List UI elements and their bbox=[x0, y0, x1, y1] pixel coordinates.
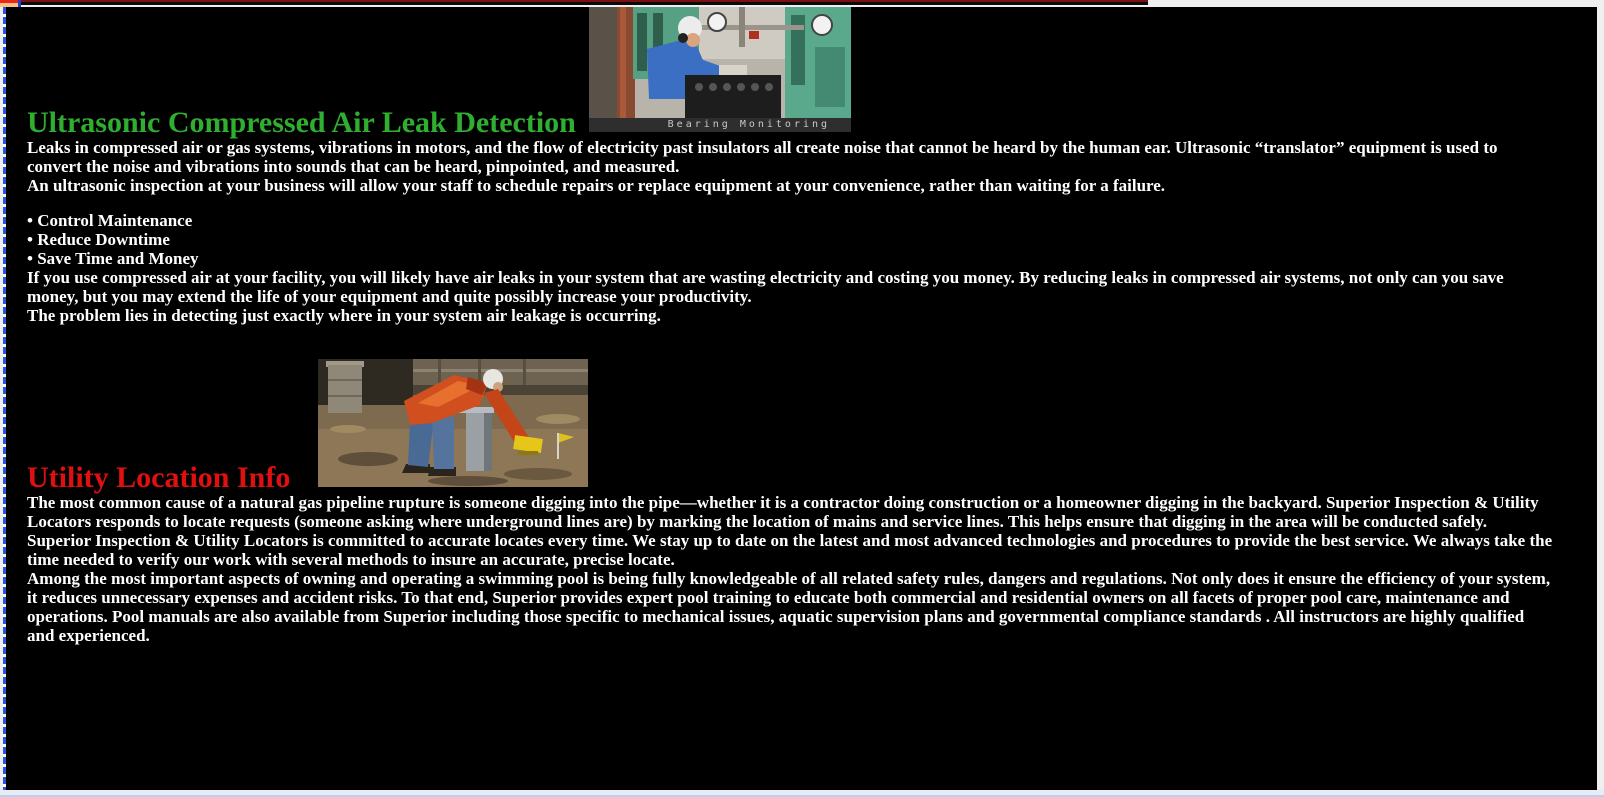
utility-paragraph-3: Among the most important aspects of owning and operating a swimming pool is being fully knowledgeable of all related safety rules, dangers and regulations. Not only does it ensure the efficiency of your system, it reduces unnecessary expenses and accident risks. To that end, Superior provides expert pool training to educate both commercial and residential owners on all facets of proper pool care, maintenance and operations. Pool manuals are also available from Superior including those specific to mechanical issues, aquatic supervision plans and governmental compliance standards . All instructors are highly qualified and experienced. bbox=[27, 569, 1551, 645]
right-page-margin bbox=[1597, 0, 1604, 797]
bearing-monitoring-photo bbox=[589, 7, 851, 132]
utility-paragraph-2: Superior Inspection & Utility Locators is committed to accurate locates every time. We stay up to date on the latest and most advanced technologies and procedures to provide the best service. We always take the time needed to verify our work with several methods to insure an accurate, precise locate. bbox=[27, 531, 1553, 569]
benefits-bullet-list bbox=[27, 211, 1555, 268]
utility-locating-illustration bbox=[318, 359, 588, 487]
ultrasonic-heading: Ultrasonic Compressed Air Leak Detection bbox=[27, 106, 576, 139]
bullet-item-control-maintenance: • Control Maintenance bbox=[27, 211, 193, 230]
ultrasonic-paragraph-2: An ultrasonic inspection at your business will allow your staff to schedule repairs or replace equipment at your convenience, rather than waiting for a failure. bbox=[27, 176, 1166, 195]
utility-heading: Utility Location Info bbox=[27, 461, 291, 494]
utility-heading-row bbox=[27, 359, 1555, 493]
top-dark-edge-line bbox=[0, 2, 1148, 5]
bullet-item-reduce-downtime: • Reduce Downtime bbox=[27, 230, 170, 249]
ultrasonic-heading-row bbox=[27, 7, 1555, 138]
bearing-photo-caption: Bearing Monitoring bbox=[589, 118, 851, 132]
ultrasonic-paragraph-4: The problem lies in detecting just exactly where in your system air leakage is occurring. bbox=[27, 306, 661, 325]
content-area bbox=[3, 7, 1597, 790]
bullet-item-save-time-money: • Save Time and Money bbox=[27, 249, 199, 268]
ultrasonic-paragraph-1: Leaks in compressed air or gas systems, vibrations in motors, and the flow of electricity past insulators all create noise that cannot be heard by the human ear. Ultrasonic “translator” equipment is used to convert the noise and vibrations into sounds that can be heard, pinpointed, and measured. bbox=[27, 138, 1498, 176]
utility-paragraph-1: The most common cause of a natural gas pipeline rupture is someone digging into the pipe—whether it is a contractor doing construction or a homeowner digging in the backyard. Superior Inspection & Utility Locators responds to locate requests (someone asking where underground lines are) by marking the location of mains and service lines. This helps ensure that digging in the area will be conducted safely. bbox=[27, 493, 1539, 531]
ultrasonic-paragraph-3: If you use compressed air at your facility, you will likely have air leaks in your system that are wasting electricity and costing you money. By reducing leaks in compressed air systems, not only can you save money, but you may extend the life of your equipment and quite possibly increase your productivity. bbox=[27, 268, 1504, 306]
bearing-monitoring-illustration bbox=[589, 7, 851, 132]
bottom-page-margin bbox=[0, 790, 1604, 797]
utility-locating-photo bbox=[318, 359, 588, 487]
left-dashed-border bbox=[3, 7, 6, 790]
